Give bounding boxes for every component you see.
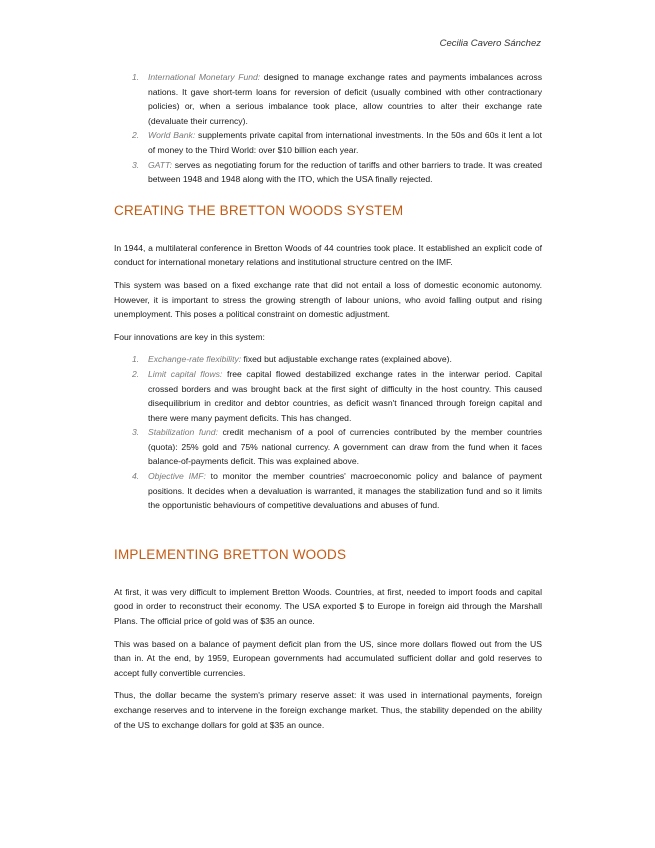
list-item <box>114 425 542 469</box>
header-author: Cecilia Cavero Sánchez <box>439 38 541 49</box>
list-text: supplements private capital from international investments. In the 50s and 60s it lent a lot of money to the Third World: over $10 billion each year. <box>148 130 542 155</box>
list-item <box>114 128 542 157</box>
institutions-list <box>114 70 542 187</box>
innovations-list <box>114 352 542 513</box>
list-number: 2. <box>132 368 140 379</box>
list-number: 1. <box>132 354 140 365</box>
list-text: credit mechanism of a pool of currencies contributed by the member countries (quota): 25% gold and 75% national currency. A government can draw from the fund when it faces balance-of-payments deficit. This was explained above. <box>148 427 542 467</box>
list-term: Objective IMF: <box>148 471 206 482</box>
paragraph: This system was based on a fixed exchange rate that did not entail a loss of domestic economic autonomy. However, it is important to stress the growing strength of labour unions, who avoid falling output and rising unemployment. This poses a political constraint on domestic adjustment. <box>114 279 542 320</box>
section-heading-implementing: IMPLEMENTING BRETTON WOODS <box>114 546 347 562</box>
list-text: to monitor the member countries' macroeconomic policy and balance of payment positions. It decides when a devaluation is warranted, it manages the stabilization fund and so it limits the opportunistic behaviours of competitive devaluations and abuses of fund. <box>148 471 542 511</box>
list-item <box>114 352 542 367</box>
list-item <box>114 158 542 187</box>
list-text: serves as negotiating forum for the reduction of tariffs and other barriers to trade. It was created between 1948 and 1948 along with the ITO, which the USA finally rejected. <box>148 159 542 185</box>
paragraph: Four innovations are key in this system: <box>114 331 265 342</box>
list-term: Exchange-rate flexibility: <box>148 354 242 365</box>
list-term: World Bank: <box>148 130 196 141</box>
list-number: 2. <box>132 130 140 141</box>
list-number: 1. <box>132 72 140 82</box>
list-text: fixed but adjustable exchange rates (explained above). <box>241 354 452 365</box>
list-term: International Monetary Fund: <box>148 72 261 82</box>
list-item <box>114 70 542 128</box>
list-term: Stabilization fund: <box>148 427 218 438</box>
paragraph: Thus, the dollar became the system's primary reserve asset: it was used in international payments, foreign exchange reserves and to intervene in the foreign exchange market. Thus, the stability depended on the ability of the US to exchange dollars for gold at $35 an ounce. <box>114 690 542 730</box>
list-text: free capital flowed destabilized exchange rates in the interwar period. Capital crossed borders and was brought back at the first sight of difficulty in the host country. This caused disequilibrium in creditor and debtor countries, as deficit wasn't financed through foreign capital and there were many payment deficits. This has changed. <box>148 368 542 423</box>
list-term: Limit capital flows: <box>148 368 223 379</box>
page-content <box>114 70 542 732</box>
list-number: 3. <box>132 159 140 170</box>
paragraph: In 1944, a multilateral conference in Bretton Woods of 44 countries took place. It established an explicit code of conduct for international monetary relations and institutional structure centred on the IMF. <box>114 242 542 268</box>
section-heading-creating: CREATING THE BRETTON WOODS SYSTEM <box>114 202 404 218</box>
list-item <box>114 367 542 425</box>
list-item <box>114 469 542 513</box>
list-term: GATT: <box>148 159 173 170</box>
list-number: 4. <box>132 471 140 482</box>
paragraph: At first, it was very difficult to implement Bretton Woods. Countries, at first, needed to import foods and capital good in order to reconstruct their economy. The USA exported $ to Europe in foreign aid through the Marshall Plans. The official price of gold was of $35 an ounce. <box>114 586 542 627</box>
paragraph: This was based on a balance of payment deficit plan from the US, since more dollars flowed out from the US than in. At the end, by 1959, European governments had accumulated sufficient dollar and gold reserves to accept fully convertible currencies. <box>114 638 542 678</box>
list-text: designed to manage exchange rates and payments imbalances across nations. It gave short-term loans for reversion of deficit (usually combined with other contractionary policies) or, when a serious imbalance took place, allow countries to alter their exchange rate (devaluate their currency). <box>148 72 542 126</box>
list-number: 3. <box>132 427 140 438</box>
